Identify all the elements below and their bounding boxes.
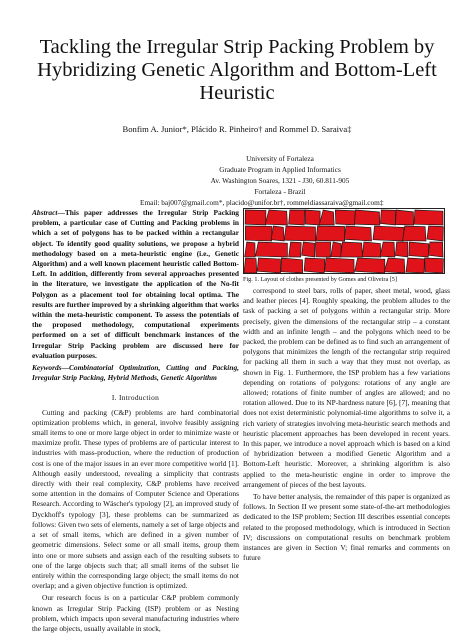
abstract-label: Abstract xyxy=(32,208,58,217)
paragraph: To have better analysis, the remainder of this paper is organized as follows. In Section II we present some state-of-the-art methodologies dedicated to the ISP problem; Section III describes essential concepts related to the proposed methodology, which is introduced in Section IV; discussions on computational results on benchmark problem instances are given in Section V; final remarks and comments on future xyxy=(243,492,450,563)
keywords-label: Keywords xyxy=(32,363,62,373)
section-heading: I. Introduction xyxy=(111,393,160,403)
paper-title: Tackling the Irregular Strip Packing Problem by Hybridizing Genetic Algorithm and Bottom-Left Heuristic xyxy=(37,36,437,104)
polygon-piece xyxy=(425,258,444,273)
polygon-piece xyxy=(271,226,284,241)
packing-layout-figure xyxy=(243,208,445,274)
keywords-text: —Combinatorial Optimization, Cutting and Packing, Irregular Strip Packing, Hybrid Methods, Genetic Algorithm xyxy=(32,363,239,383)
polygon-piece xyxy=(257,258,280,273)
polygon-piece xyxy=(427,226,443,241)
polygon-piece xyxy=(344,226,371,241)
packing-layout-graphic xyxy=(244,209,444,273)
affiliation-line: University of Fortaleza xyxy=(246,154,314,163)
keywords xyxy=(32,363,239,383)
polygon-piece xyxy=(395,242,407,257)
affiliation-line: Graduate Program in Applied Informatics xyxy=(219,165,341,174)
paragraph: Our research focus is on a particular C&P problem commonly known as Irregular Strip Packing (ISP) problem or as Nesting problem, which impacts upon several manufacturing industries where the large objects, usually available in stock, xyxy=(32,593,239,633)
email-line: Email: baj007@gmail.com*, placido@unifor.br†, rommeldiassaraiva@gmail.com‡ xyxy=(140,198,384,207)
paragraph: Cutting and packing (C&P) problems are hard combinatorial optimization problems which, in general, involve feasibly assigning small items to one or more large object in order to minimize waste or maximize profit. These types of problems are of particular interest to industries with mass-production, where the reduction of production cost is one of the major issues in an ever more competitive world [1]. Although easily understood, revealing a simplicity that contrasts directly with their real complexity, C&P problems have received some attention in the domains of Computer Science and Operations Research. According to Wäscher's typology [2], an improved study of Dyckhoff's typology [3], these problems can be summarized as follows: Given two sets of elements, namely a set of large objects and a set of small items, which are defined in a given number of geometric dimensions. Select some or all small items, group them into one or more subsets and assign each of the resulting subsets to one of the large objects such that; all small items of the subset lie entirely within the corresponding large object; the small items do not overlap; and a given objective function is optimized. xyxy=(32,407,239,591)
polygon-piece xyxy=(284,226,315,241)
polygon-piece xyxy=(245,210,266,225)
polygon-piece xyxy=(316,226,345,241)
polygon-piece xyxy=(428,242,443,257)
polygon-piece xyxy=(380,210,395,225)
polygon-piece xyxy=(302,242,315,257)
author-list: Bonfim A. Junior*, Plácido R. Pinheiro† and Rommel D. Saraiva‡ xyxy=(122,124,352,134)
polygon-piece xyxy=(316,242,331,257)
polygon-piece xyxy=(289,242,302,257)
polygon-piece xyxy=(406,258,424,273)
polygon-piece xyxy=(362,242,380,257)
abstract-text: —This paper addresses the Irregular Strip Packing problem, a particular case of Cutting and Packing problems in which a set of polygons has to be packed within a rectangular object. To identify good quality solutions, we propose a hybrid methodology based on a meta-heuristic engine (i.e., Genetic Algorithm) and a well known placement heuristic called Bottom-Left. In addition, differently from several approaches presented in the literature, we investigate the application of the No-fit Polygon as a placement tool for obtaining local optima. The results are further improved by a shrinking algorithm that works within the meta-heuristic component. To assess the potentials of the proposed methodology, computational experiments performed on a set of difficult benchmark instances of the Irregular Strip Packing problem are discussed here for evaluation purposes. xyxy=(32,208,239,360)
left-column xyxy=(32,208,239,636)
polygon-piece xyxy=(341,242,363,257)
figure-caption: Fig. 1. Layout of clothes presented by Gomes and Oliveira [5] xyxy=(243,276,397,283)
polygon-piece xyxy=(245,242,255,257)
polygon-piece xyxy=(355,258,385,273)
affiliation-block xyxy=(140,153,384,208)
polygon-piece xyxy=(335,210,355,225)
polygon-piece xyxy=(403,226,426,241)
paragraph: correspond to steel bars, rolls of paper, sheet metal, wood, glass and leather pieces [4]. Roughly speaking, the problem alludes to the task of packing a set of polygons within a rectangular strip. More precisely, given the dimensions of the rectangular strip – a constant width and an infinite length – and the polygons which need to be packed, the problem can be defined as to find such an arrangement of polygons that minimizes the length of the rectangular strip required for packing all them in such a way that they must not overlap, as shown in Fig. 1. Furthermore, the ISP problem has a few variations depending on rotations of polygons: rotations of any angle are allowed; rotations of finite number of angles are allowed; and no rotation allowed. Due to its NP-hardness nature [6], [7], meaning that does not exist deterministic polynomial-time algorithms to solve it, a rich variety of strategies involving meta-heuristic search methods and heuristic placement approaches has been developed in recent years. In this paper, we introduce a novel approach which is based on a kind of hybridization between a modified Genetic Algorithm and a Bottom-Left heuristic. Moreover, a shrinking algorithm is also applied to the meta-heuristic engine in order to improve the arrangement of pieces of the best layouts. xyxy=(243,286,450,489)
polygon-piece xyxy=(304,258,325,273)
polygon-piece xyxy=(384,258,405,273)
polygon-piece xyxy=(409,242,429,257)
polygon-piece xyxy=(256,242,288,257)
polygon-piece xyxy=(244,258,257,273)
abstract xyxy=(32,208,239,361)
polygon-piece xyxy=(265,210,287,225)
polygon-piece xyxy=(414,210,443,225)
right-column xyxy=(243,286,450,565)
polygon-piece xyxy=(281,258,303,273)
polygon-piece xyxy=(289,210,305,225)
affiliation-line: Fortaleza - Brazil xyxy=(254,187,306,196)
polygon-piece xyxy=(354,210,379,225)
polygon-piece xyxy=(245,226,272,241)
polygon-piece xyxy=(396,210,414,225)
intro-body xyxy=(32,408,239,634)
affiliation-line: Av. Washington Soares, 1321 - J30, 60.811-905 xyxy=(210,176,350,185)
polygon-piece xyxy=(324,258,354,273)
polygon-piece xyxy=(305,210,320,225)
polygon-piece xyxy=(373,226,404,241)
